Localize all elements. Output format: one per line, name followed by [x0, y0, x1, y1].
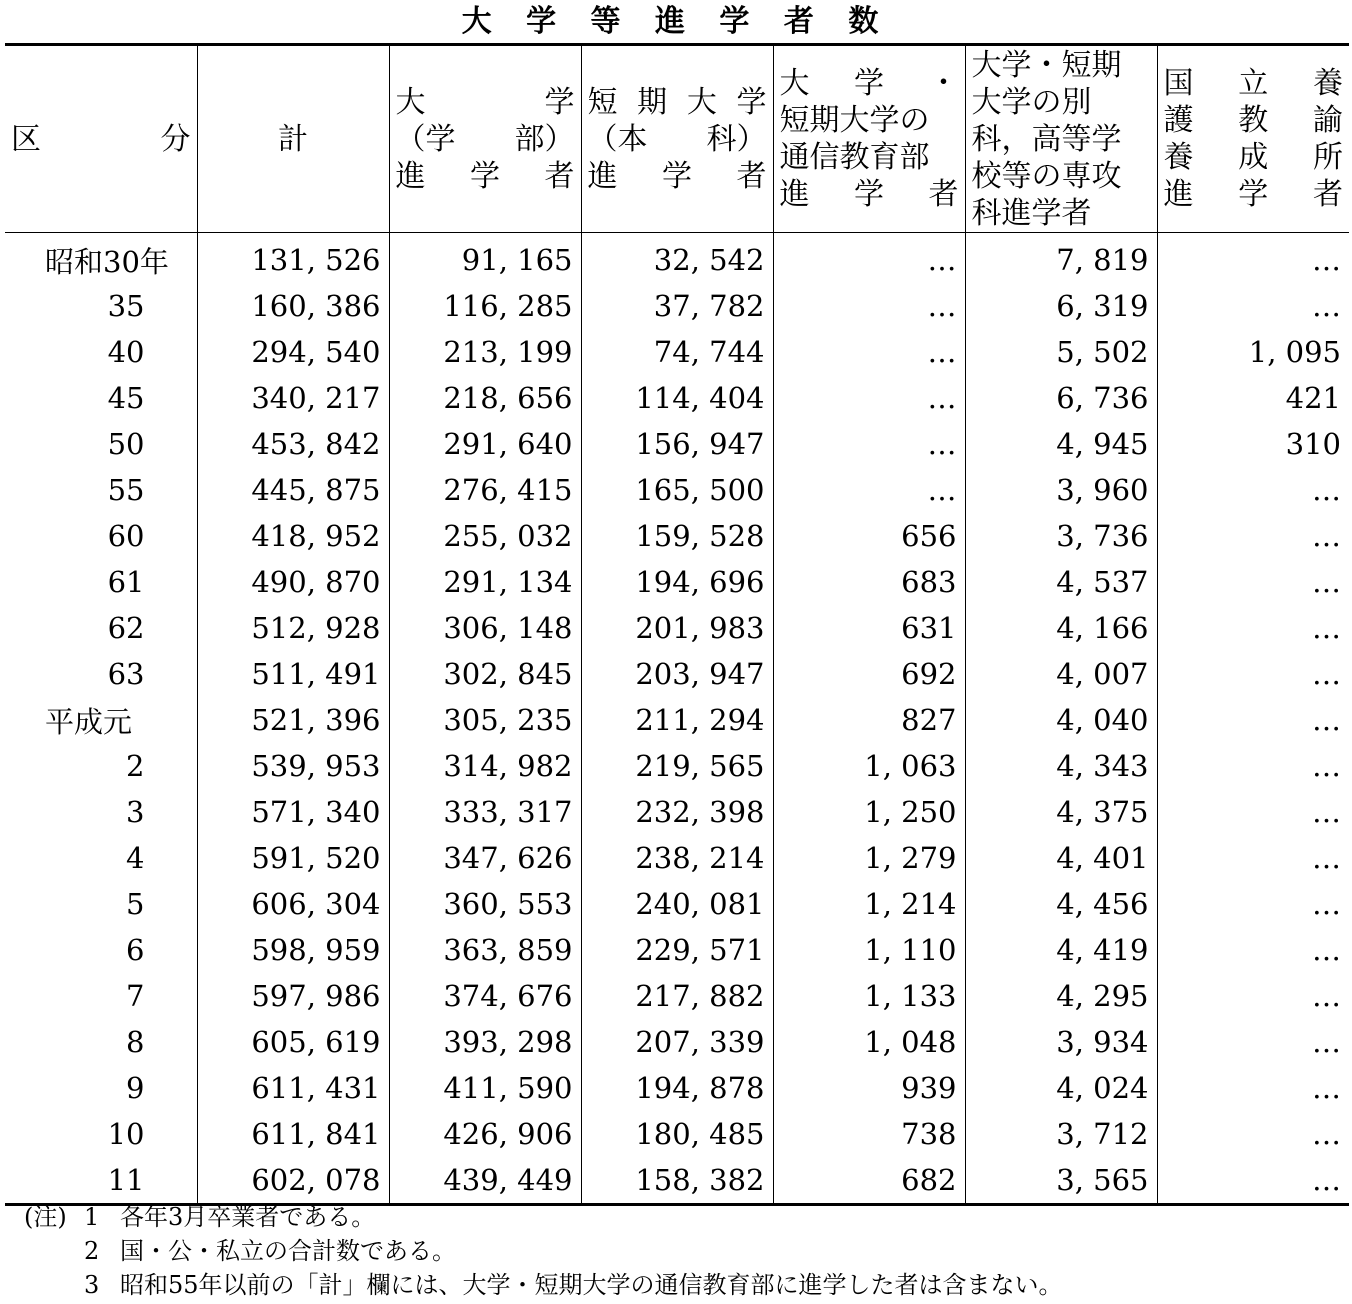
cell-junior-college: 114, 404 — [581, 375, 773, 421]
cell-total: 605, 619 — [197, 1019, 389, 1065]
row-year: 8 — [126, 1025, 145, 1059]
header-text: 科） — [706, 121, 767, 157]
cell-nursing-teacher: … — [1157, 1019, 1349, 1065]
header-text: 立 — [1238, 66, 1269, 101]
row-year: 4 — [126, 841, 145, 875]
cell-university: 276, 415 — [389, 467, 581, 513]
cell-special-course: 4, 456 — [965, 881, 1157, 927]
cell-correspondence: … — [773, 233, 965, 284]
footnote-number: 3 — [84, 1271, 100, 1299]
cell-nursing-teacher: 421 — [1157, 375, 1349, 421]
header-line — [588, 84, 767, 121]
row-year: 50 — [107, 427, 145, 461]
header-row — [5, 45, 1349, 233]
table-row — [5, 1019, 1349, 1065]
cell-correspondence: 1, 250 — [773, 789, 965, 835]
row-year: 6 — [126, 933, 145, 967]
table-row — [5, 1111, 1349, 1157]
cell-university: 305, 235 — [389, 697, 581, 743]
cell-university: 91, 165 — [389, 233, 581, 284]
header-line — [1164, 176, 1344, 213]
header-line — [1164, 139, 1344, 176]
cell-correspondence: 631 — [773, 605, 965, 651]
cell-correspondence: 656 — [773, 513, 965, 559]
table-row — [5, 233, 1349, 284]
cell-university: 302, 845 — [389, 651, 581, 697]
cell-special-course: 4, 401 — [965, 835, 1157, 881]
cell-correspondence: 692 — [773, 651, 965, 697]
cell-special-course: 4, 537 — [965, 559, 1157, 605]
cell-total: 160, 386 — [197, 283, 389, 329]
cell-university: 116, 285 — [389, 283, 581, 329]
header-line — [972, 121, 1151, 158]
cell-total: 598, 959 — [197, 927, 389, 973]
cell-junior-college: 217, 882 — [581, 973, 773, 1019]
header-text: 者 — [1313, 177, 1343, 212]
cell-nursing-teacher: … — [1157, 1065, 1349, 1111]
cell-correspondence: 939 — [773, 1065, 965, 1111]
footnote-text: 各年3月卒業者である。 — [120, 1203, 376, 1231]
cell-nursing-teacher: … — [1157, 513, 1349, 559]
header-text: 学 — [470, 158, 500, 194]
header-text: 諭 — [1313, 103, 1343, 138]
cell-correspondence: 683 — [773, 559, 965, 605]
footnote-number: 2 — [84, 1237, 100, 1265]
header-text: 分 — [160, 121, 191, 157]
cell-special-course: 4, 419 — [965, 927, 1157, 973]
cell-university: 363, 859 — [389, 927, 581, 973]
cell-junior-college: 219, 565 — [581, 743, 773, 789]
table-row — [5, 1157, 1349, 1205]
cell-university: 393, 298 — [389, 1019, 581, 1065]
cell-university: 347, 626 — [389, 835, 581, 881]
cell-nursing-teacher: … — [1157, 881, 1349, 927]
table-row — [5, 421, 1349, 467]
cell-nursing-teacher: … — [1157, 927, 1349, 973]
cell-university: 213, 199 — [389, 329, 581, 375]
row-year: 5 — [126, 887, 145, 921]
header-text: 教 — [1238, 103, 1269, 138]
header-junior-college — [581, 45, 773, 233]
table-row — [5, 743, 1349, 789]
cell-special-course: 5, 502 — [965, 329, 1157, 375]
cell-correspondence: 1, 048 — [773, 1019, 965, 1065]
cell-correspondence: 1, 214 — [773, 881, 965, 927]
cell-total: 591, 520 — [197, 835, 389, 881]
header-text: 学 — [854, 177, 884, 212]
cell-total: 602, 078 — [197, 1157, 389, 1205]
header-text: 通信教育部 — [779, 140, 930, 175]
cell-correspondence: 1, 133 — [773, 973, 965, 1019]
header-text: 大学・短期 — [971, 47, 1122, 83]
cell-total: 571, 340 — [197, 789, 389, 835]
cell-junior-college: 229, 571 — [581, 927, 773, 973]
cell-junior-college: 238, 214 — [581, 835, 773, 881]
header-line — [396, 121, 575, 158]
cell-junior-college: 180, 485 — [581, 1111, 773, 1157]
header-line — [972, 158, 1151, 195]
cell-special-course: 3, 712 — [965, 1111, 1157, 1157]
cell-nursing-teacher: … — [1157, 1111, 1349, 1157]
header-line — [588, 121, 767, 158]
header-text: 短期大学の — [779, 103, 930, 138]
cell-total: 131, 526 — [197, 233, 389, 284]
cell-special-course: 4, 024 — [965, 1065, 1157, 1111]
header-text: 科，高等学 — [971, 121, 1122, 157]
header-text: ・ — [928, 66, 959, 101]
cell-correspondence: … — [773, 467, 965, 513]
cell-special-course: 4, 166 — [965, 605, 1157, 651]
table-row — [5, 697, 1349, 743]
cell-total: 418, 952 — [197, 513, 389, 559]
cell-junior-college: 165, 500 — [581, 467, 773, 513]
table-row — [5, 559, 1349, 605]
cell-university: 255, 032 — [389, 513, 581, 559]
row-year: 55 — [107, 473, 145, 507]
table-row — [5, 651, 1349, 697]
cell-correspondence: 682 — [773, 1157, 965, 1205]
footnotes — [24, 1200, 1063, 1302]
cell-junior-college: 159, 528 — [581, 513, 773, 559]
cell-nursing-teacher: … — [1157, 467, 1349, 513]
table-row — [5, 329, 1349, 375]
cell-correspondence: 1, 110 — [773, 927, 965, 973]
cell-university: 426, 906 — [389, 1111, 581, 1157]
cell-university: 374, 676 — [389, 973, 581, 1019]
cell-total: 611, 431 — [197, 1065, 389, 1111]
header-text: 進 — [779, 177, 810, 212]
table-row — [5, 973, 1349, 1019]
cell-special-course: 4, 945 — [965, 421, 1157, 467]
footnote-item — [24, 1268, 1063, 1302]
row-year: 11 — [107, 1163, 145, 1197]
cell-nursing-teacher: 310 — [1157, 421, 1349, 467]
cell-junior-college: 194, 696 — [581, 559, 773, 605]
table-row — [5, 283, 1349, 329]
footnote-item — [24, 1234, 1063, 1268]
header-text: 学 — [1238, 177, 1269, 212]
cell-nursing-teacher: … — [1157, 559, 1349, 605]
header-line — [588, 158, 767, 195]
header-text: 学 — [854, 66, 884, 101]
cell-total: 539, 953 — [197, 743, 389, 789]
cell-nursing-teacher: … — [1157, 789, 1349, 835]
row-year: 3 — [126, 795, 145, 829]
table-row — [5, 1065, 1349, 1111]
table-row — [5, 513, 1349, 559]
cell-correspondence: … — [773, 375, 965, 421]
cell-special-course: 6, 736 — [965, 375, 1157, 421]
cell-special-course: 4, 295 — [965, 973, 1157, 1019]
header-text: 者 — [928, 177, 959, 212]
header-line — [11, 121, 191, 158]
header-text: 養 — [1163, 140, 1194, 175]
cell-total: 453, 842 — [197, 421, 389, 467]
footnote-number: 1 — [84, 1203, 100, 1231]
cell-total: 340, 217 — [197, 375, 389, 421]
enrollment-table — [5, 43, 1349, 1206]
table-row — [5, 375, 1349, 421]
cell-special-course: 6, 319 — [965, 283, 1157, 329]
cell-total: 294, 540 — [197, 329, 389, 375]
table-row — [5, 789, 1349, 835]
cell-university: 360, 553 — [389, 881, 581, 927]
header-line — [972, 195, 1151, 232]
table-row — [5, 927, 1349, 973]
cell-junior-college: 194, 878 — [581, 1065, 773, 1111]
header-text: 部） — [514, 121, 575, 157]
cell-nursing-teacher: … — [1157, 605, 1349, 651]
cell-special-course: 3, 565 — [965, 1157, 1157, 1205]
header-text: 大 — [779, 66, 810, 101]
cell-nursing-teacher: … — [1157, 835, 1349, 881]
header-text: 短 — [587, 84, 618, 120]
header-text: 学 — [544, 84, 575, 120]
table-row — [5, 605, 1349, 651]
header-text: 大 — [395, 84, 426, 120]
header-text: 成 — [1238, 140, 1269, 175]
cell-special-course: 3, 736 — [965, 513, 1157, 559]
row-year: 63 — [107, 657, 145, 691]
header-line — [204, 121, 383, 158]
header-text: 護 — [1163, 103, 1194, 138]
cell-correspondence: … — [773, 329, 965, 375]
header-text: 期 — [637, 84, 668, 120]
cell-university: 411, 590 — [389, 1065, 581, 1111]
header-correspondence — [773, 45, 965, 233]
cell-total: 597, 986 — [197, 973, 389, 1019]
header-line — [972, 47, 1151, 84]
header-text: （本 — [587, 121, 648, 157]
row-year: 7 — [126, 979, 145, 1013]
header-text: 校等の専攻 — [971, 158, 1122, 194]
cell-special-course: 4, 375 — [965, 789, 1157, 835]
cell-nursing-teacher: … — [1157, 283, 1349, 329]
row-year: 平成元 — [45, 704, 133, 739]
header-text: 区 — [11, 121, 41, 157]
row-year: 9 — [126, 1071, 145, 1105]
header-line — [780, 65, 959, 102]
cell-special-course: 4, 343 — [965, 743, 1157, 789]
cell-university: 291, 640 — [389, 421, 581, 467]
cell-special-course: 3, 960 — [965, 467, 1157, 513]
cell-total: 521, 396 — [197, 697, 389, 743]
cell-special-course: 4, 007 — [965, 651, 1157, 697]
cell-correspondence: 827 — [773, 697, 965, 743]
table-body — [5, 233, 1349, 1205]
cell-junior-college: 203, 947 — [581, 651, 773, 697]
header-line — [780, 102, 959, 139]
header-text: 所 — [1313, 140, 1343, 175]
cell-total: 512, 928 — [197, 605, 389, 651]
header-text: 科進学者 — [971, 195, 1092, 231]
row-year: 2 — [126, 749, 145, 783]
row-year: 10 — [107, 1117, 145, 1151]
header-line — [780, 176, 959, 213]
cell-junior-college: 32, 542 — [581, 233, 773, 284]
header-line — [972, 84, 1151, 121]
header-text: 者 — [544, 158, 575, 194]
row-year: 45 — [107, 381, 145, 415]
cell-total: 606, 304 — [197, 881, 389, 927]
header-line — [396, 158, 575, 195]
header-nursing-teacher — [1157, 45, 1349, 233]
header-line — [1164, 102, 1344, 139]
table-row — [5, 881, 1349, 927]
header-special-course — [965, 45, 1157, 233]
cell-junior-college: 232, 398 — [581, 789, 773, 835]
cell-university: 439, 449 — [389, 1157, 581, 1205]
header-text: 進 — [1163, 177, 1194, 212]
cell-correspondence: 1, 279 — [773, 835, 965, 881]
header-total — [197, 45, 389, 233]
row-year: 40 — [107, 335, 145, 369]
cell-correspondence: 1, 063 — [773, 743, 965, 789]
footnote-item — [24, 1200, 1063, 1234]
cell-university: 291, 134 — [389, 559, 581, 605]
row-year: 62 — [107, 611, 145, 645]
footnote-text: 昭和55年以前の「計」欄には、大学・短期大学の通信教育部に進学した者は含まない。 — [120, 1271, 1063, 1299]
header-text: 養 — [1313, 66, 1343, 101]
row-year: 60 — [107, 519, 145, 553]
footnote-mark: (注) — [24, 1203, 67, 1231]
row-year: 35 — [107, 289, 145, 323]
cell-junior-college: 207, 339 — [581, 1019, 773, 1065]
cell-nursing-teacher: 1, 095 — [1157, 329, 1349, 375]
cell-junior-college: 201, 983 — [581, 605, 773, 651]
cell-university: 314, 982 — [389, 743, 581, 789]
cell-nursing-teacher: … — [1157, 973, 1349, 1019]
header-text: 大 — [686, 84, 717, 120]
cell-correspondence: … — [773, 421, 965, 467]
cell-total: 490, 870 — [197, 559, 389, 605]
header-university — [389, 45, 581, 233]
cell-total: 511, 491 — [197, 651, 389, 697]
cell-university: 333, 317 — [389, 789, 581, 835]
cell-correspondence: 738 — [773, 1111, 965, 1157]
cell-special-course: 4, 040 — [965, 697, 1157, 743]
header-text: 学 — [662, 158, 692, 194]
row-year: 昭和30年 — [45, 244, 169, 279]
header-category — [5, 45, 197, 233]
header-text: 進 — [395, 158, 426, 194]
cell-nursing-teacher: … — [1157, 1157, 1349, 1205]
header-text: 学 — [736, 84, 767, 120]
cell-junior-college: 240, 081 — [581, 881, 773, 927]
cell-junior-college: 211, 294 — [581, 697, 773, 743]
cell-junior-college: 158, 382 — [581, 1157, 773, 1205]
cell-special-course: 7, 819 — [965, 233, 1157, 284]
header-text: 大学の別 — [971, 84, 1092, 120]
header-line — [1164, 65, 1344, 102]
cell-nursing-teacher: … — [1157, 233, 1349, 284]
cell-nursing-teacher: … — [1157, 697, 1349, 743]
table-title: 大 学 等 進 学 者 数 — [461, 4, 891, 39]
cell-total: 611, 841 — [197, 1111, 389, 1157]
cell-university: 218, 656 — [389, 375, 581, 421]
header-text: （学 — [395, 121, 456, 157]
header-text: 進 — [587, 158, 618, 194]
header-text: 国 — [1163, 66, 1194, 101]
header-line — [396, 84, 575, 121]
cell-nursing-teacher: … — [1157, 743, 1349, 789]
row-year: 61 — [107, 565, 145, 599]
cell-university: 306, 148 — [389, 605, 581, 651]
table-row — [5, 467, 1349, 513]
table-row — [5, 835, 1349, 881]
cell-correspondence: … — [773, 283, 965, 329]
footnote-text: 国・公・私立の合計数である。 — [120, 1237, 456, 1265]
header-text: 計 — [278, 121, 308, 157]
cell-total: 445, 875 — [197, 467, 389, 513]
cell-junior-college: 74, 744 — [581, 329, 773, 375]
cell-special-course: 3, 934 — [965, 1019, 1157, 1065]
header-line — [780, 139, 959, 176]
header-text: 者 — [736, 158, 767, 194]
cell-junior-college: 37, 782 — [581, 283, 773, 329]
cell-nursing-teacher: … — [1157, 651, 1349, 697]
cell-junior-college: 156, 947 — [581, 421, 773, 467]
